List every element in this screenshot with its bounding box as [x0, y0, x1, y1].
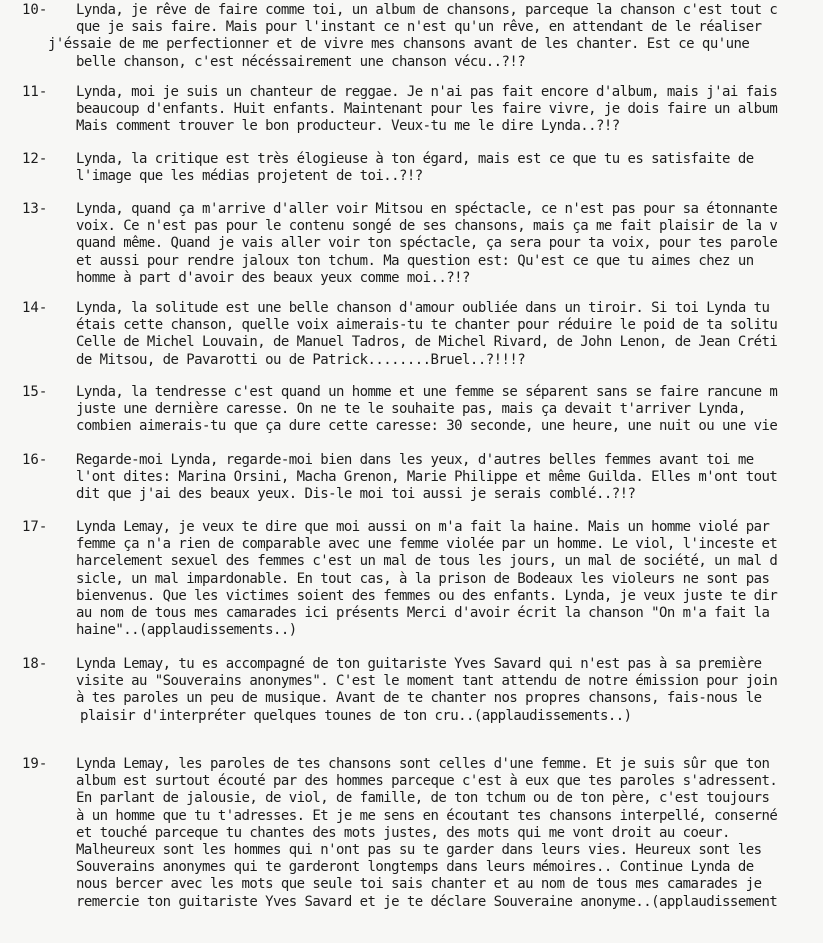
entry-text-line: quand même. Quand je vais aller voir ton spéctacle, ça sera pour ta voix, pour tes parole	[76, 235, 778, 252]
entry-10	[0, 2, 823, 71]
entry-text-line: que je sais faire. Mais pour l'instant ce n'est qu'un rêve, en attendant de le réaliser	[76, 19, 762, 36]
entry-19	[0, 756, 823, 911]
entry-number: 18-	[22, 656, 48, 672]
entry-text-line: étais cette chanson, quelle voix aimerais-tu te chanter pour réduire le poid de ta solitu	[76, 317, 778, 334]
entry-text-line: à tes paroles un peu de musique. Avant de te chanter nos propres chansons, fais-nous le	[76, 690, 762, 707]
entry-text-line: Souverains anonymes qui te garderont longtemps dans leurs mémoires.. Continue Lynda de	[76, 859, 754, 876]
entry-17	[0, 519, 823, 639]
entry-number: 12-	[22, 151, 48, 167]
entry-text-line: l'ont dites: Marina Orsini, Macha Grenon, Marie Philippe et même Guilda. Elles m'ont tout	[76, 469, 778, 486]
entry-text-line: Lynda Lemay, tu es accompagné de ton guitariste Yves Savard qui n'est pas à sa première	[76, 656, 762, 672]
entry-text-line: Lynda, quand ça m'arrive d'aller voir Mitsou en spéctacle, ce n'est pas pour sa étonnante	[76, 201, 778, 217]
entry-text-line: Lynda Lemay, les paroles de tes chansons sont celles d'une femme. Et je suis sûr que ton	[76, 756, 770, 772]
entry-text-line: femme ça n'a rien de comparable avec une femme violée par un homme. Le viol, l'inceste et	[76, 536, 778, 553]
entry-text-line: l'image que les médias projetent de toi..?!?	[76, 168, 423, 185]
entry-number: 17-	[22, 519, 48, 535]
entry-text-line: Lynda, la solitude est une belle chanson d'amour oubliée dans un tiroir. Si toi Lynda tu	[76, 300, 770, 316]
entry-number: 19-	[22, 756, 48, 772]
entry-11	[0, 84, 823, 136]
entry-12	[0, 151, 823, 185]
entry-text-line: j'éssaie de me perfectionner et de vivre mes chansons avant de les chanter. Est ce qu'une	[48, 36, 750, 53]
entry-text-line: sicle, un mal impardonable. En tout cas, à la prison de Bodeaux les violeurs ne sont pas	[76, 570, 770, 587]
entry-text-line: Lynda, moi je suis un chanteur de reggae. Je n'ai pas fait encore d'album, mais j'ai fais	[76, 84, 778, 100]
entry-text-line: nous bercer avec les mots que seule toi sais chanter et au nom de tous mes camarades je	[76, 876, 762, 893]
entry-text-line: beaucoup d'enfants. Huit enfants. Maintenant pour les faire vivre, je dois faire un album	[76, 101, 778, 118]
entry-number: 10-	[22, 2, 48, 18]
entry-text-line: remercie ton guitariste Yves Savard et je te déclare Souveraine anonyme..(applaudissement	[76, 893, 778, 910]
entry-text-line: combien aimerais-tu que ça dure cette caresse: 30 seconde, une heure, une nuit ou une vie	[76, 418, 778, 435]
entry-text-line: Celle de Michel Louvain, de Manuel Tadros, de Michel Rivard, de John Lenon, de Jean Créti	[76, 334, 778, 351]
entry-text-line: dit que j'ai des beaux yeux. Dis-le moi toi aussi je serais comblé..?!?	[76, 486, 636, 503]
entry-text-line: au nom de tous mes camarades ici présents Merci d'avoir écrit la chanson "On m'a fait la	[76, 605, 770, 622]
entry-number: 14-	[22, 300, 48, 316]
entry-text-line: Mais comment trouver le bon producteur. Veux-tu me le dire Lynda..?!?	[76, 118, 620, 135]
entry-14	[0, 300, 823, 369]
entry-text-line: album est surtout écouté par des hommes parceque c'est à eux que tes paroles s'adressent.	[76, 773, 778, 790]
entry-text-line: Regarde-moi Lynda, regarde-moi bien dans les yeux, d'autres belles femmes avant toi me	[76, 452, 754, 468]
entry-text-line: bienvenus. Que les victimes soient des femmes ou des enfants. Lynda, je veux juste te dir	[76, 587, 778, 604]
entry-number: 15-	[22, 384, 48, 400]
entry-text-line: à un homme que tu t'adresses. Et je me sens en écoutant tes chansons interpellé, conserné	[76, 807, 778, 824]
entry-text-line: homme à part d'avoir des beaux yeux comme moi..?!?	[76, 269, 470, 286]
entry-text-line: juste une dernière caresse. On ne te le souhaite pas, mais ça devait t'arriver Lynda,	[76, 401, 746, 418]
entry-15	[0, 384, 823, 436]
entry-text-line: visite au "Souverains anonymes". C'est le moment tant attendu de notre émission pour join	[76, 673, 778, 690]
entry-text-line: En parlant de jalousie, de viol, de famille, de ton tchum ou de ton père, c'est toujours	[76, 790, 770, 807]
entry-number: 11-	[22, 84, 48, 100]
entry-text-line: et aussi pour rendre jaloux ton tchum. Ma question est: Qu'est ce que tu aimes chez un	[76, 252, 754, 269]
entry-text-line: Lynda, la critique est très élogieuse à ton égard, mais est ce que tu es satisfaite de	[76, 151, 754, 167]
entry-13	[0, 201, 823, 287]
entry-text-line: belle chanson, c'est nécéssairement une chanson vécu..?!?	[76, 53, 526, 70]
entry-text-line: harcelement sexuel des femmes c'est un mal de tous les jours, un mal de société, un mal d	[76, 553, 778, 570]
entry-text-line: Lynda, je rêve de faire comme toi, un album de chansons, parceque la chanson c'est tout c	[76, 2, 778, 18]
entry-text-line: Malheureux sont les hommes qui n'ont pas su te garder dans leurs vies. Heureux sont les	[76, 842, 762, 859]
entry-16	[0, 452, 823, 504]
entry-text-line: plaisir d'interpréter quelques tounes de ton cru..(applaudissements..)	[80, 707, 632, 724]
entry-text-line: et touché parceque tu chantes des mots justes, des mots qui me vont droit au coeur.	[76, 824, 730, 841]
entry-number: 16-	[22, 452, 48, 468]
entry-number: 13-	[22, 201, 48, 217]
entry-text-line: de Mitsou, de Pavarotti ou de Patrick........Bruel..?!!!?	[76, 351, 526, 368]
entry-text-line: haine"..(applaudissements..)	[76, 622, 297, 639]
entry-text-line: Lynda, la tendresse c'est quand un homme et une femme se séparent sans se faire rancune m	[76, 384, 778, 400]
entry-text-line: Lynda Lemay, je veux te dire que moi aussi on m'a fait la haine. Mais un homme violé par	[76, 519, 770, 535]
entry-text-line: voix. Ce n'est pas pour le contenu songé de ses chansons, mais ça me fait plaisir de la v	[76, 218, 778, 235]
entry-18	[0, 656, 823, 725]
